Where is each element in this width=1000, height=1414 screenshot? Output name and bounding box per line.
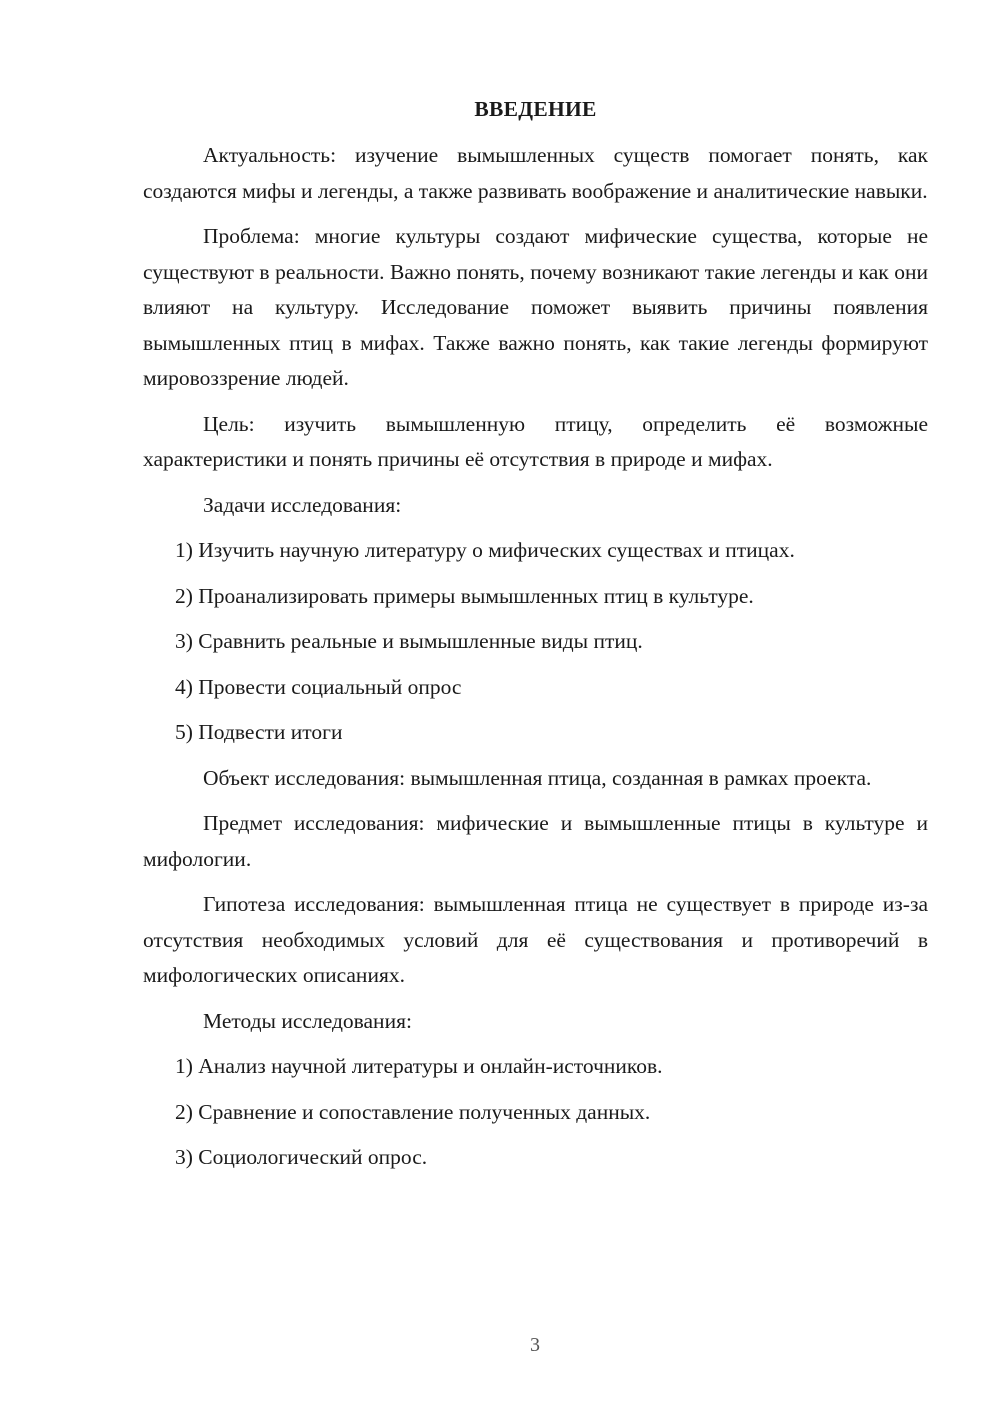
section-heading: ВВЕДЕНИЕ <box>474 97 597 121</box>
tasks-title: Задачи исследования: <box>203 492 402 517</box>
method-item: 2) Сравнение и сопоставление полученных данных. <box>175 1099 651 1124</box>
task-item: 5) Подвести итоги <box>175 720 343 744</box>
document-page <box>143 92 928 1186</box>
page-number: 3 <box>530 1334 540 1356</box>
relevance-paragraph: Актуальность: изучение вымышленных существ помогает понять, как создаются мифы и легенды, а также развивать воображение и аналитические навыки. <box>143 143 928 203</box>
goal-paragraph: Цель: изучить вымышленную птицу, определить её возможные характеристики и понять причины её отсутствия в природе и мифах. <box>143 411 928 471</box>
problem-paragraph: Проблема: многие культуры создают мифические существа, которые не существуют в реальности. Важно понять, почему возникают такие легенды и как они влияют на культуру. Исследование поможет выявить причины появления вымышленных птиц в мифах. Также важно понять, как такие легенды формируют мировоззрение людей. <box>143 224 928 390</box>
task-item: 2) Проанализировать примеры вымышленных птиц в культуре. <box>175 583 754 608</box>
task-item: 1) Изучить научную литературу о мифических существах и птицах. <box>175 538 795 562</box>
task-item: 4) Провести социальный опрос <box>175 674 462 699</box>
hypothesis-paragraph: Гипотеза исследования: вымышленная птица не существует в природе из-за отсутствия необходимых условий для её существования и противоречий в мифологических описаниях. <box>143 892 928 987</box>
methods-title: Методы исследования: <box>203 1008 412 1033</box>
task-item: 3) Сравнить реальные и вымышленные виды птиц. <box>175 629 643 653</box>
method-item: 1) Анализ научной литературы и онлайн-источников. <box>175 1054 663 1078</box>
method-item: 3) Социологический опрос. <box>175 1145 428 1169</box>
subject-paragraph: Предмет исследования: мифические и вымышленные птицы в культуре и мифологии. <box>143 811 928 871</box>
object-paragraph: Объект исследования: вымышленная птица, созданная в рамках проекта. <box>203 765 872 790</box>
